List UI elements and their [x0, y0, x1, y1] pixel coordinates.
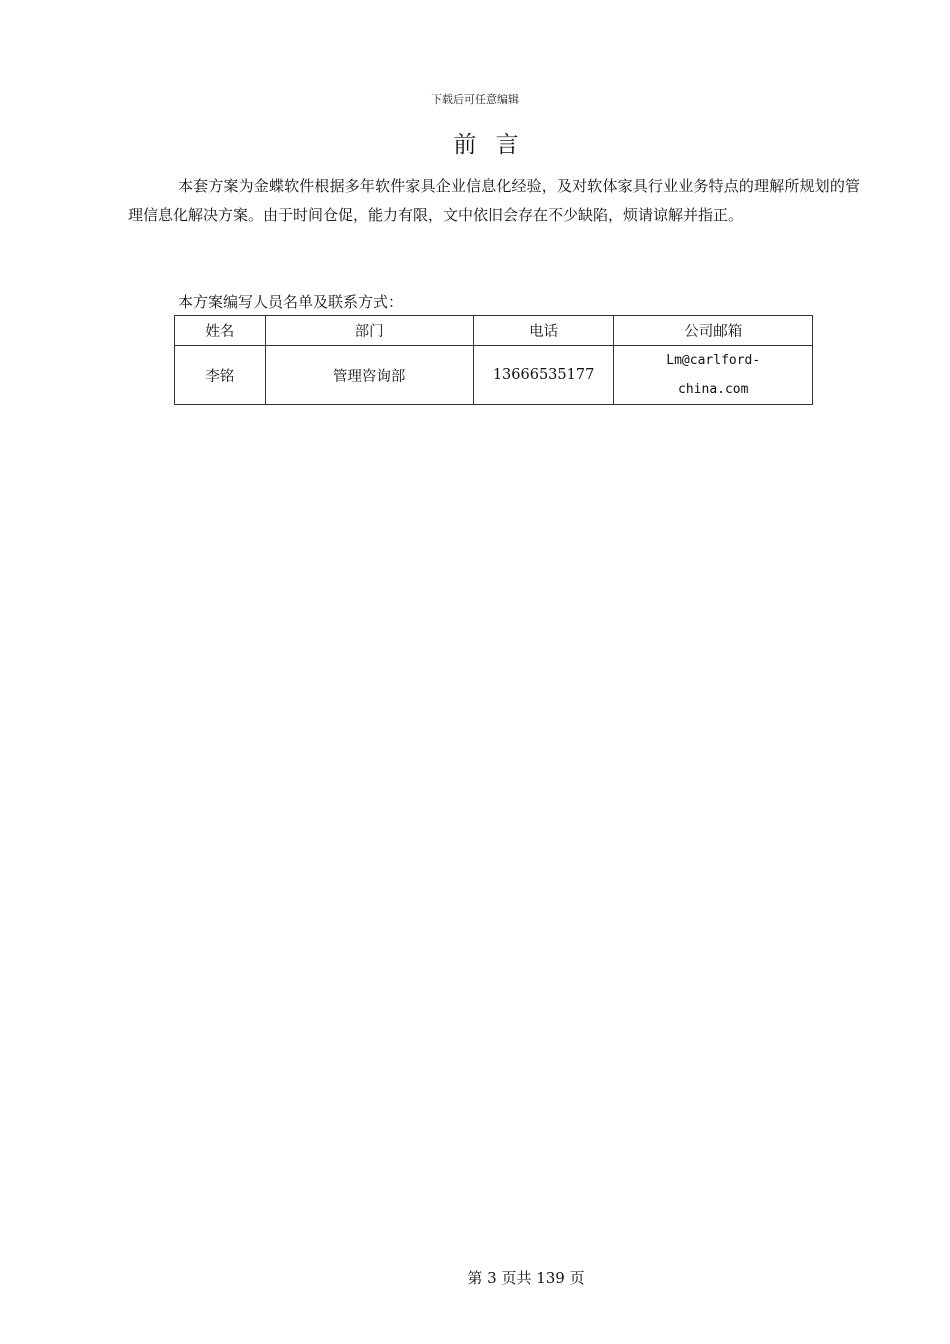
- table-header-row: [175, 316, 813, 346]
- intro-paragraph: 本套方案为金蝶软件根据多年软件家具企业信息化经验，及对软体家具行业业务特点的理解所规划的管理信息化解决方案。由于时间仓促，能力有限，文中依旧会存在不少缺陷，烦请谅解并指正。: [128, 177, 860, 224]
- header-phone: 电话: [473, 316, 614, 346]
- cell-phone: 13666535177: [473, 346, 614, 405]
- page-title: 前 言: [453, 132, 525, 158]
- header-note: 下载后可任意编辑: [431, 93, 519, 106]
- email-line-1: Lm@carlford-: [666, 353, 761, 368]
- email-line-2: china.com: [678, 382, 749, 397]
- table-row: [175, 346, 813, 405]
- contacts-caption: 本方案编写人员名单及联系方式：: [178, 293, 404, 311]
- header-name: 姓名: [175, 316, 266, 346]
- header-email: 公司邮箱: [614, 316, 813, 346]
- cell-email: [614, 346, 813, 405]
- cell-department: 管理咨询部: [265, 346, 473, 405]
- contacts-table: [174, 315, 813, 405]
- cell-name: 李铭: [175, 346, 266, 405]
- page-footer: 第 3 页共 139 页: [467, 1269, 585, 1287]
- header-department: 部门: [265, 316, 473, 346]
